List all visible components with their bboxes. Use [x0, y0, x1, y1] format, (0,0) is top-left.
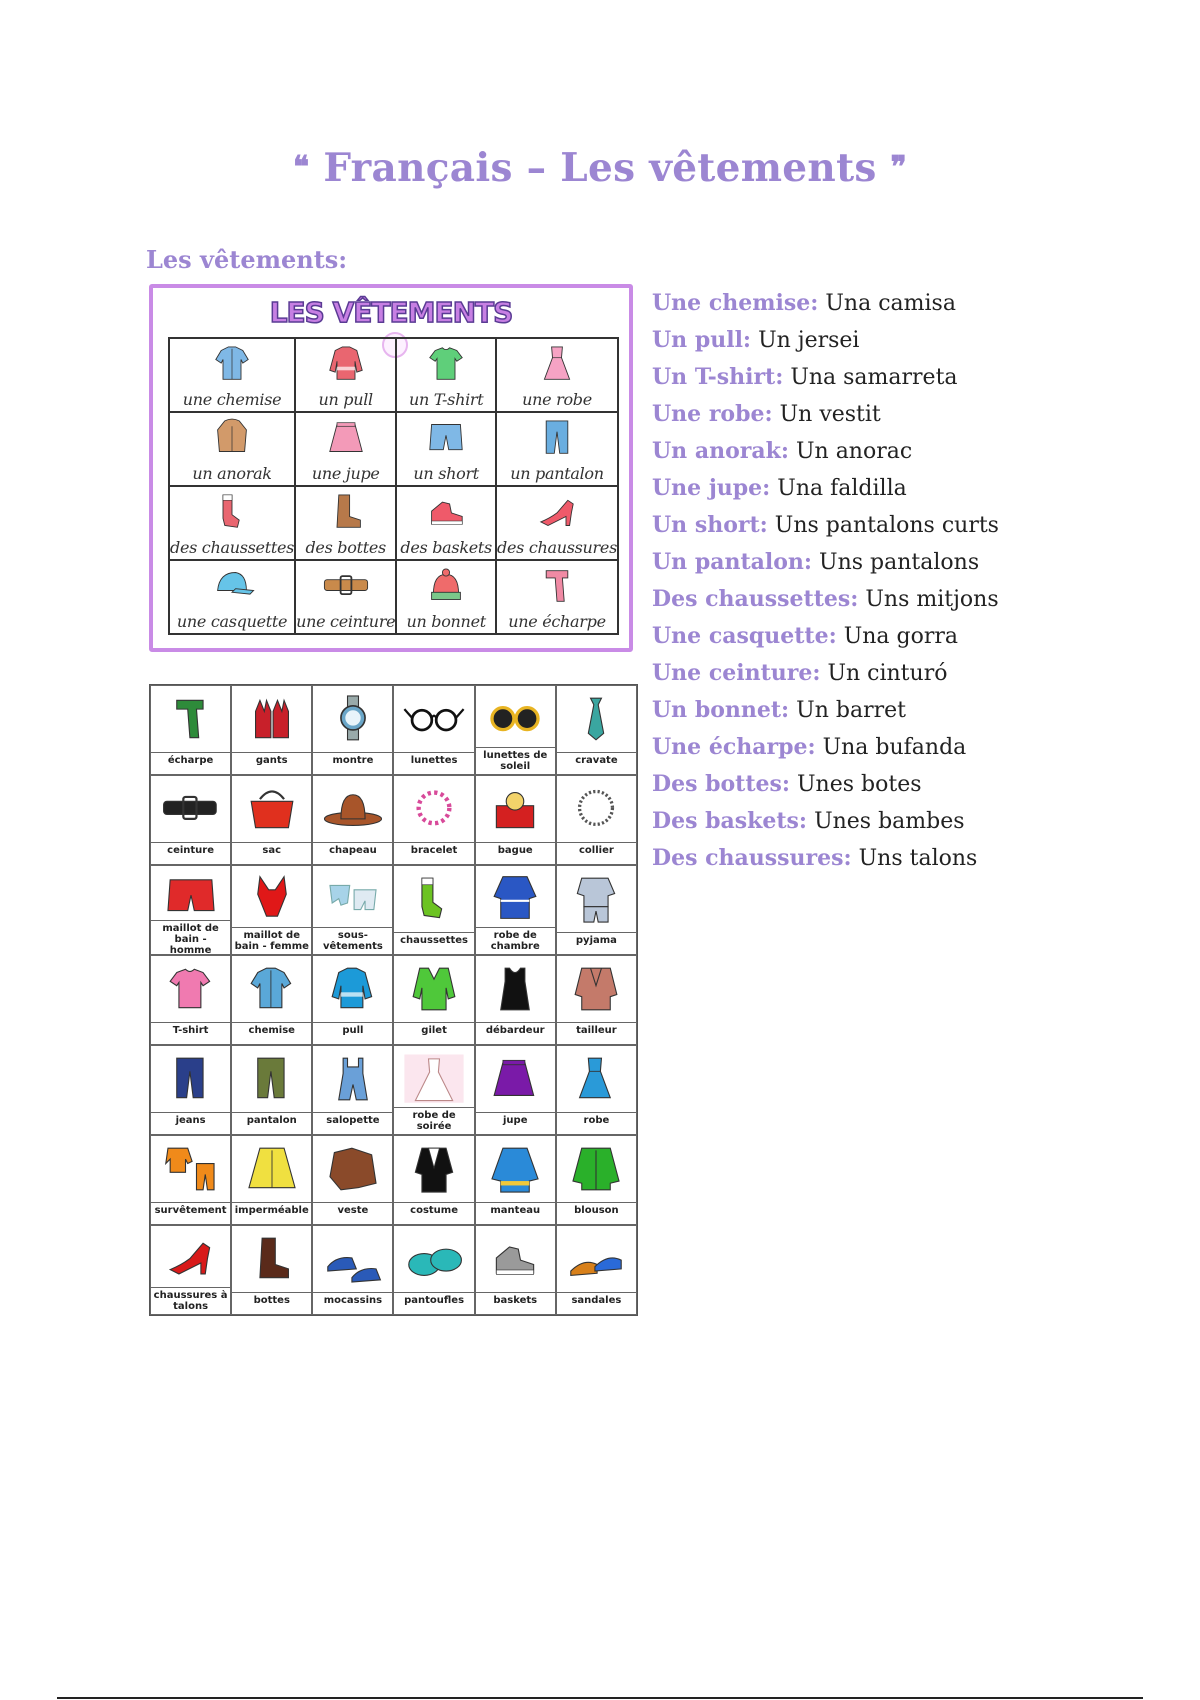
picture-cell-label: débardeur [476, 1022, 555, 1044]
picture-cell-label: blouson [557, 1202, 636, 1224]
vocab-french: Des chaussettes: [652, 586, 859, 612]
poster-cell-label: des bottes [305, 538, 386, 557]
poster-cell [169, 486, 295, 560]
boots-icon [319, 490, 373, 534]
poster-cell [295, 338, 396, 412]
picture-cell-label: sac [232, 842, 311, 864]
poster-cell-label: une casquette [176, 612, 288, 631]
picture-cell-label: pyjama [557, 932, 636, 954]
scarf-icon [157, 688, 225, 750]
vocab-catalan: Uns mitjons [865, 587, 999, 612]
vocab-french: Une jupe: [652, 475, 771, 501]
poster-cell [396, 560, 496, 634]
vocab-entry [652, 396, 1172, 433]
picture-cell [475, 1045, 556, 1135]
dress-icon [562, 1048, 630, 1110]
picture-cell [150, 685, 231, 775]
picture-cell [150, 955, 231, 1045]
poster-cell [169, 412, 295, 486]
cardigan-icon [400, 958, 468, 1020]
vocab-entry [652, 544, 1172, 581]
vocab-catalan: Una bufanda [822, 735, 967, 760]
picture-cell [312, 955, 393, 1045]
vocab-catalan: Un barret [796, 698, 906, 723]
poster-cell-label: un T-shirt [408, 390, 484, 409]
anorak-icon [205, 416, 259, 460]
vocab-french: Une écharpe: [652, 734, 816, 760]
overalls-icon [319, 1048, 387, 1110]
picture-cell [231, 1135, 312, 1225]
picture-cell-label: chemise [232, 1022, 311, 1044]
picture-cell-label: robe de soirée [394, 1107, 473, 1134]
vocab-catalan: Unes bambes [814, 809, 965, 834]
poster-cell-label: un short [413, 464, 479, 483]
picture-cell [556, 1225, 637, 1315]
picture-cell [393, 1135, 474, 1225]
picture-cell [556, 865, 637, 955]
picture-cell [231, 1045, 312, 1135]
poster-cell [295, 560, 396, 634]
beanie-icon [419, 564, 473, 608]
picture-cell-label: chaussettes [394, 932, 473, 954]
vocab-entry [652, 766, 1172, 803]
picture-cell [231, 685, 312, 775]
picture-cell-label: gants [232, 752, 311, 774]
picture-cell [393, 1225, 474, 1315]
picture-cell-label: salopette [313, 1112, 392, 1134]
shirt-icon [205, 342, 259, 386]
vocab-catalan: Una faldilla [777, 476, 907, 501]
poster-title [153, 296, 629, 329]
suit-jacket-icon [562, 958, 630, 1020]
suit-icon [400, 1138, 468, 1200]
picture-cell [475, 775, 556, 865]
picture-cell [150, 775, 231, 865]
picture-cell-label: lunettes [394, 752, 473, 774]
poster-cell [496, 486, 618, 560]
picture-cell [393, 685, 474, 775]
glasses-icon [400, 688, 468, 750]
picture-cell [231, 1225, 312, 1315]
sunglasses-icon [481, 688, 549, 747]
picture-cell-label: jeans [151, 1112, 230, 1134]
vocab-catalan: Una camisa [825, 291, 956, 316]
vocab-entry [652, 433, 1172, 470]
picture-cell [312, 1045, 393, 1135]
bracelet-icon [400, 778, 468, 840]
sweater-icon [319, 342, 373, 386]
vocab-entry [652, 322, 1172, 359]
picture-cell-label: mocassins [313, 1292, 392, 1314]
picture-cell [556, 775, 637, 865]
poster-cell-label: des chaussettes [170, 538, 295, 557]
skirt-icon [481, 1048, 549, 1110]
cap-icon [205, 564, 259, 608]
quote-close-icon: ❞ [890, 150, 907, 185]
vocab-french: Un T-shirt: [652, 364, 784, 390]
picture-cell-label: sous-vêtements [313, 927, 392, 954]
picture-cell-label: imperméable [232, 1202, 311, 1224]
picture-cell-label: robe de chambre [476, 927, 555, 954]
sweater-icon [319, 958, 387, 1020]
vocab-french: Un pull: [652, 327, 752, 353]
picture-cell-label: collier [557, 842, 636, 864]
picture-chart-grid [149, 684, 638, 1316]
watch-icon [319, 688, 387, 750]
poster-cell-label: des baskets [400, 538, 492, 557]
sandals-icon [562, 1228, 630, 1290]
scarf-icon [530, 564, 584, 608]
picture-cell-label: maillot de bain - femme [232, 927, 311, 954]
jacket-icon [319, 1138, 387, 1200]
dress-icon [530, 342, 584, 386]
jeans-icon [157, 1048, 225, 1110]
picture-cell-label: manteau [476, 1202, 555, 1224]
gown-icon [400, 1048, 468, 1107]
sneakers-icon [481, 1228, 549, 1290]
vocab-entry [652, 803, 1172, 840]
necklace-icon [562, 778, 630, 840]
poster-cell-label: une écharpe [508, 612, 606, 631]
vocab-catalan: Un anorac [795, 439, 913, 464]
swimsuit-icon [238, 868, 306, 927]
picture-cell [475, 955, 556, 1045]
vocab-catalan: Unes botes [797, 772, 922, 797]
poster-cell-label: une robe [522, 390, 592, 409]
page-divider [57, 1697, 1143, 1699]
vocab-entry [652, 840, 1172, 877]
picture-cell-label: bague [476, 842, 555, 864]
hat-icon [319, 778, 387, 840]
poster-cell-label: une ceinture [296, 612, 396, 631]
picture-cell-label: T-shirt [151, 1022, 230, 1044]
skirt-icon [319, 416, 373, 460]
vocab-catalan: Uns pantalons [819, 550, 980, 575]
picture-cell-label: gilet [394, 1022, 473, 1044]
trousers-icon [238, 1048, 306, 1110]
vocab-catalan: Un vestit [779, 402, 881, 427]
blouson-icon [562, 1138, 630, 1200]
tank-top-icon [481, 958, 549, 1020]
vocabulary-list [652, 285, 1172, 877]
picture-cell [556, 1045, 637, 1135]
picture-cell [393, 865, 474, 955]
clothing-picture-chart [149, 684, 638, 1316]
tie-icon [562, 688, 630, 750]
poster-cell-label: une jupe [311, 464, 380, 483]
poster-cell [295, 412, 396, 486]
picture-cell-label: jupe [476, 1112, 555, 1134]
vocab-french: Un short: [652, 512, 768, 538]
vocab-entry [652, 729, 1172, 766]
trousers-icon [530, 416, 584, 460]
picture-cell-label: écharpe [151, 752, 230, 774]
coat-icon [481, 1138, 549, 1200]
picture-cell [312, 775, 393, 865]
picture-cell [393, 1045, 474, 1135]
socks-icon [400, 868, 468, 930]
vocabulary-poster-illustrated [149, 284, 633, 652]
picture-cell [150, 1135, 231, 1225]
poster-cell [169, 338, 295, 412]
tracksuit-icon [157, 1138, 225, 1200]
picture-cell-label: pantoufles [394, 1292, 473, 1314]
picture-cell [231, 775, 312, 865]
vocab-french: Des chaussures: [652, 845, 852, 871]
vocab-entry [652, 285, 1172, 322]
vocab-catalan: Un cinturó [827, 661, 948, 686]
picture-cell [475, 1225, 556, 1315]
picture-cell-label: sandales [557, 1292, 636, 1314]
picture-cell-label: maillot de bain - homme [151, 920, 230, 954]
underwear-icon [319, 868, 387, 927]
poster-cell [169, 560, 295, 634]
vocab-french: Un anorak: [652, 438, 789, 464]
belt-icon [319, 564, 373, 608]
shorts-icon [419, 416, 473, 460]
page-title [0, 145, 1200, 191]
picture-cell-label: survêtement [151, 1202, 230, 1224]
picture-cell-label: chapeau [313, 842, 392, 864]
poster-cell [496, 338, 618, 412]
picture-cell [393, 955, 474, 1045]
poster-cell-label: un bonnet [406, 612, 486, 631]
tshirt-icon [419, 342, 473, 386]
heels-icon [530, 490, 584, 534]
vocab-entry [652, 507, 1172, 544]
poster-cell-label: un pull [318, 390, 373, 409]
picture-cell [556, 955, 637, 1045]
pyjamas-icon [562, 868, 630, 930]
swim-trunks-icon [157, 868, 225, 920]
picture-cell [150, 1225, 231, 1315]
heels-icon [157, 1228, 225, 1287]
vocab-entry [652, 470, 1172, 507]
vocab-entry [652, 618, 1172, 655]
vocab-entry [652, 655, 1172, 692]
picture-cell [475, 1135, 556, 1225]
poster-cell-label: un pantalon [510, 464, 604, 483]
poster-cell [396, 412, 496, 486]
vocab-catalan: Un jersei [758, 328, 860, 353]
poster-cell [496, 560, 618, 634]
picture-cell [312, 865, 393, 955]
picture-cell [312, 685, 393, 775]
picture-cell-label: chaussures à talons [151, 1287, 230, 1314]
picture-cell [231, 865, 312, 955]
sneakers-icon [419, 490, 473, 534]
vocab-catalan: Uns talons [858, 846, 978, 871]
poster-title-text: LES VÊTEMENTS [269, 296, 513, 329]
picture-cell [312, 1135, 393, 1225]
picture-cell-label: baskets [476, 1292, 555, 1314]
raincoat-icon [238, 1138, 306, 1200]
picture-cell [312, 1225, 393, 1315]
picture-cell-label: bracelet [394, 842, 473, 864]
picture-cell [150, 865, 231, 955]
vocab-french: Une ceinture: [652, 660, 821, 686]
poster-cell-label: des chaussures [497, 538, 617, 557]
vocab-french: Une robe: [652, 401, 773, 427]
vocab-catalan: Una samarreta [790, 365, 958, 390]
ring-icon [481, 778, 549, 840]
vocab-french: Une chemise: [652, 290, 819, 316]
boots-icon [238, 1228, 306, 1290]
poster-cell-label: une chemise [182, 390, 282, 409]
picture-cell-label: veste [313, 1202, 392, 1224]
picture-cell-label: costume [394, 1202, 473, 1224]
vocab-catalan: Una gorra [843, 624, 958, 649]
vocab-entry [652, 692, 1172, 729]
socks-icon [205, 490, 259, 534]
vocab-french: Des baskets: [652, 808, 808, 834]
poster-cell-label: un anorak [192, 464, 272, 483]
vocab-entry [652, 581, 1172, 618]
bathrobe-icon [481, 868, 549, 927]
poster-cell [295, 486, 396, 560]
quote-open-icon: ❝ [293, 150, 310, 185]
picture-cell-label: tailleur [557, 1022, 636, 1044]
picture-cell-label: pantalon [232, 1112, 311, 1134]
picture-cell-label: ceinture [151, 842, 230, 864]
page-title-text: Français – Les vêtements [323, 145, 877, 191]
slippers-icon [400, 1228, 468, 1290]
picture-cell [475, 865, 556, 955]
picture-cell-label: montre [313, 752, 392, 774]
poster-grid [168, 337, 619, 635]
vocab-french: Un pantalon: [652, 549, 813, 575]
bag-icon [238, 778, 306, 840]
picture-cell-label: cravate [557, 752, 636, 774]
picture-cell [150, 1045, 231, 1135]
picture-cell-label: bottes [232, 1292, 311, 1314]
poster-cell [396, 486, 496, 560]
picture-cell [231, 955, 312, 1045]
picture-cell [475, 685, 556, 775]
poster-cell [396, 338, 496, 412]
vocab-catalan: Uns pantalons curts [774, 513, 999, 538]
picture-cell [556, 1135, 637, 1225]
picture-cell [556, 685, 637, 775]
shirt-icon [238, 958, 306, 1020]
section-heading: Les vêtements: [146, 245, 348, 274]
picture-cell-label: robe [557, 1112, 636, 1134]
moccasins-icon [319, 1228, 387, 1290]
picture-cell-label: pull [313, 1022, 392, 1044]
vocab-entry [652, 359, 1172, 396]
poster-cell [496, 412, 618, 486]
tshirt-icon [157, 958, 225, 1020]
gloves-icon [238, 688, 306, 750]
vocab-french: Une casquette: [652, 623, 837, 649]
picture-cell [393, 775, 474, 865]
picture-cell-label: lunettes de soleil [476, 747, 555, 774]
vocab-french: Des bottes: [652, 771, 791, 797]
vocab-french: Un bonnet: [652, 697, 790, 723]
belt-icon [157, 778, 225, 840]
